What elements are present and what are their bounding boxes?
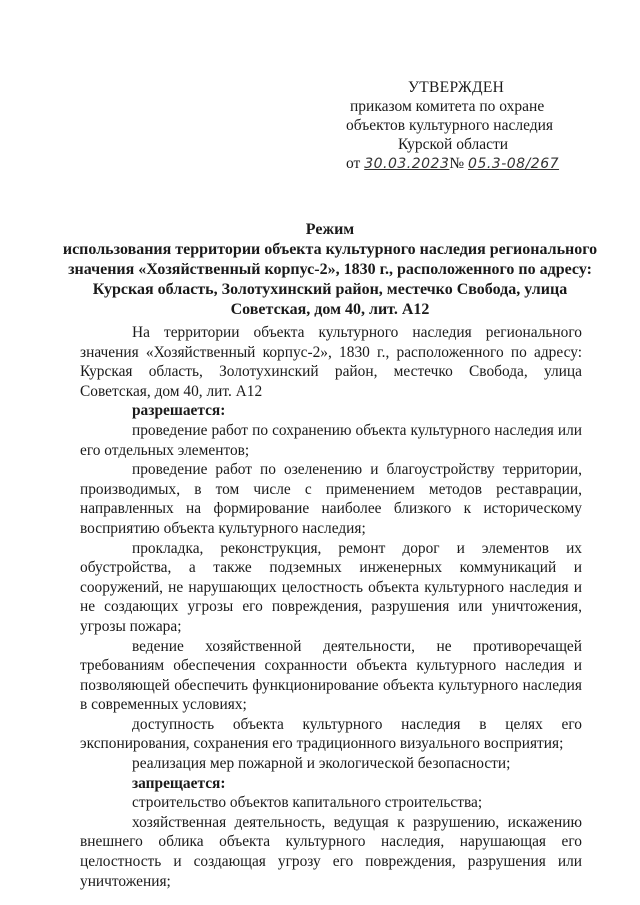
approval-line: объектов культурного наследия <box>346 117 554 134</box>
allowed-item: прокладка, реконструкция, ремонт дорог и элементов их обустройства, а также подземных инженерных коммуникаций и сооружений, не нарушающих целостность объекта культурного наследия и не создающих угрозы его повреждения, разрушения или уничтожения, угрозы пожара; <box>80 539 582 635</box>
allowed-item: ведение хозяйственной деятельности, не противоречащей требованиям обеспечения сохранности объекта культурного наследия и позволяющей обеспечить функционирование объекта культурного наследия в современных условиях; <box>80 637 582 714</box>
title-subheading: использования территории объекта культурного наследия регионального значения «Хозяйственный корпус-2», 1830 г., расположенного по адресу: Курская область, Золотухинский район, местечко Свобода, улица Советская, дом 40, лит. А12 <box>62 241 598 318</box>
approved-label: УТВЕРЖДЕН <box>408 79 505 96</box>
number-prefix: № <box>449 155 465 172</box>
prohibited-label: запрещается: <box>132 774 226 792</box>
document-title <box>60 220 600 320</box>
intro-paragraph: На территории объекта культурного наследия регионального значения «Хозяйственный корпус-2», 1830 г., расположенного по адресу: Курская область, Золотухинский район, местечко Свобода, улица Советская, дом 40, лит. А12 <box>80 324 582 400</box>
allowed-item: проведение работ по озеленению и благоустройству территории, производимых, в том числе с применением методов реставрации, направленных на формирование наиболее близкого к историческому восприятию объекта культурного наследия; <box>80 461 582 537</box>
date-prefix: от <box>346 155 361 172</box>
prohibited-item: строительство объектов капитального строительства; <box>132 794 483 812</box>
allowed-label: разрешается: <box>132 402 226 420</box>
document-body <box>80 323 582 891</box>
approval-stamp <box>330 78 620 174</box>
allowed-item: проведение работ по сохранению объекта культурного наследия или его отдельных элементов; <box>80 421 582 459</box>
approval-region: Курской области <box>398 136 509 153</box>
approval-date-line <box>330 154 620 174</box>
prohibited-item: хозяйственная деятельность, ведущая к разрушению, искажению внешнего облика объекта культурного наследия, нарушающая его целостность и создающая угрозу его повреждения, разрушения или уничтожения; <box>80 813 582 890</box>
allowed-item: реализация мер пожарной и экологической безопасности; <box>132 755 511 773</box>
title-heading: Режим <box>305 221 355 238</box>
approval-line: приказом комитета по охране <box>350 98 545 115</box>
allowed-item: доступность объекта культурного наследия в целях его экспонирования, сохранения его традиционного визуального восприятия; <box>80 715 582 753</box>
order-number: 05.3-08/267 <box>468 156 560 172</box>
approval-date: 30.03.2023 <box>364 156 450 172</box>
